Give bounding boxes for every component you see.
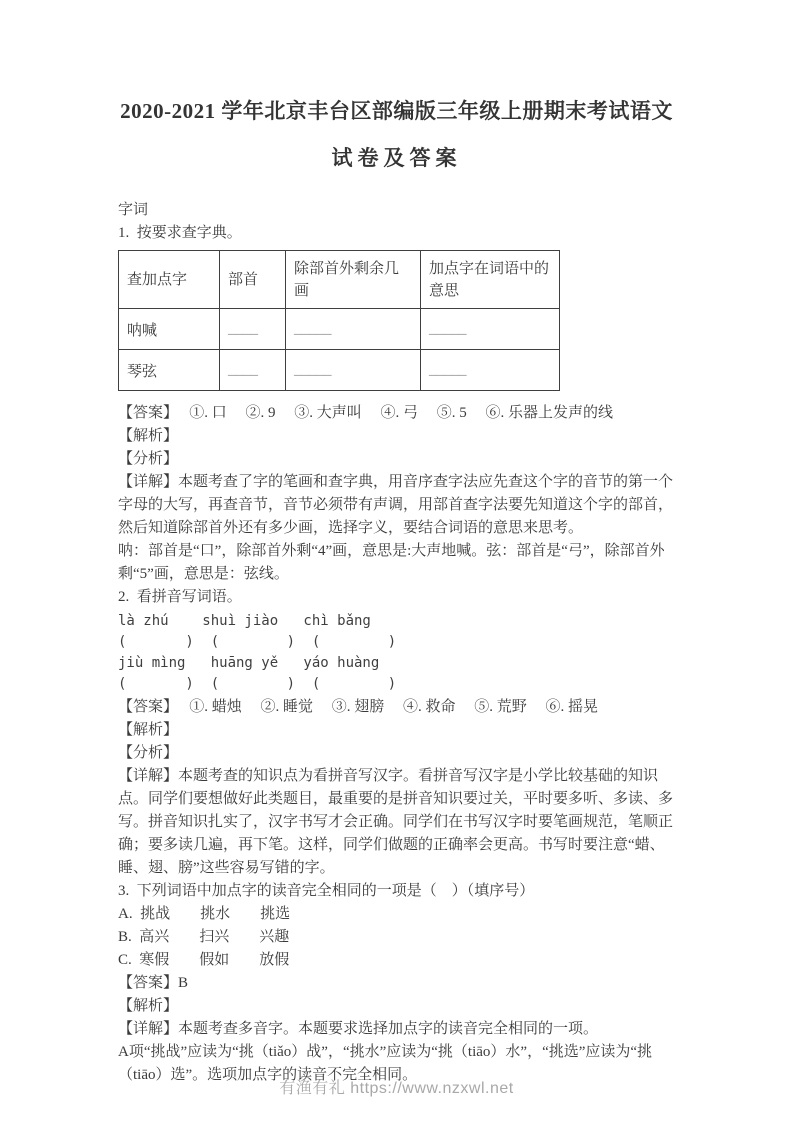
table-header-row <box>119 251 560 309</box>
table-header-cell-strokes: 除部首外剩余几画 <box>286 251 421 309</box>
q2-answer-line: 【答案】 ①. 蜡烛 ②. 睡觉 ③. 翅膀 ④. 救命 ⑤. 荒野 ⑥. 摇晃 <box>118 699 599 715</box>
q3-prompt: 3. 下列词语中加点字的读音完全相同的一项是（ ）（填序号） <box>118 883 535 899</box>
q1-fenxi-label: 【分析】 <box>118 451 179 467</box>
table-cell-blank: ____ <box>220 350 286 391</box>
table-cell-blank: ____ <box>220 309 286 350</box>
q3-supplement-paragraph: A项“挑战”应读为“挑（tiǎo）战”，“挑水”应读为“挑（tiāo）水”，“挑选”应读为“挑（tiāo）选”。选项加点字的读音不完全相同。 <box>118 1044 653 1083</box>
table-header-cell-radical: 部首 <box>220 251 286 309</box>
table-row <box>119 350 560 391</box>
table-header-cell-meaning: 加点字在词语中的意思 <box>421 251 560 309</box>
q3-option-b: B. 高兴 扫兴 兴趣 <box>118 929 290 945</box>
table-cell-blank: _____ <box>286 309 421 350</box>
q2-prompt: 2. 看拼音写词语。 <box>118 589 242 605</box>
q2-pinyin-line-1: là zhú shuì jiào chì bǎng <box>118 613 371 629</box>
q2-jiexi-label: 【解析】 <box>118 722 179 738</box>
footer-watermark: 有渔有礼 https://www.nzxwl.net <box>279 1080 514 1097</box>
q3-xiangjie-paragraph: 【详解】本题考查多音字。本题要求选择加点字的读音完全相同的一项。 <box>118 1021 599 1037</box>
table-cell-blank: _____ <box>421 350 560 391</box>
q3-jiexi-label: 【解析】 <box>118 998 179 1014</box>
q1-dictionary-table <box>118 250 560 391</box>
q1-prompt: 1. 按要求查字典。 <box>118 225 242 241</box>
table-cell-word: 琴弦 <box>119 350 220 391</box>
table-cell-blank: _____ <box>286 350 421 391</box>
q2-pinyin-line-2: jiù mìng huāng yě yáo huàng <box>118 655 380 671</box>
q1-answer-line: 【答案】 ①. 口 ②. 9 ③. 大声叫 ④. 弓 ⑤. 5 ⑥. 乐器上发声的线 <box>118 405 614 421</box>
table-cell-word: 呐喊 <box>119 309 220 350</box>
q1-supplement-paragraph: 呐：部首是“口”，除部首外剩“4”画，意思是:大声地喊。弦：部首是“弓”，除部首外剩“5”画，意思是：弦线。 <box>118 543 665 582</box>
section-heading: 字词 <box>118 202 149 218</box>
document-body <box>118 199 675 1087</box>
title-line-1: 2020-2021 学年北京丰台区部编版三年级上册期末考试语文 <box>120 99 673 123</box>
q1-jiexi-label: 【解析】 <box>118 428 179 444</box>
title-line-2: 试卷及答案 <box>331 146 462 170</box>
q2-blank-line-2: ( ) ( ) ( ) <box>118 676 397 692</box>
q1-xiangjie-paragraph: 【详解】本题考查了字的笔画和查字典，用音序查字法应先查这个字的音节的第一个字母的大写，再查音节，音节必须带有声调，用部首查字法要先知道这个字的部首，然后知道除部首外还有多少画，选择字义，要结合词语的意思来思考。 <box>118 474 674 536</box>
q3-answer-line: 【答案】B <box>118 975 189 991</box>
table-row <box>119 309 560 350</box>
q2-blank-line-1: ( ) ( ) ( ) <box>118 634 397 650</box>
q2-pinyin-block <box>118 611 675 695</box>
q2-xiangjie-paragraph: 【详解】本题考查的知识点为看拼音写汉字。看拼音写汉字是小学比较基础的知识点。同学们要想做好此类题目，最重要的是拼音知识要过关，平时要多听、多读、多写。拼音知识扎实了，汉字书写才会正确。同学们在书写汉字时要笔画规范，笔顺正确；要多读几遍，再下笔。这样，同学们做题的正确率会更高。书写时要注意“蜡、睡、翅、膀”这些容易写错的字。 <box>118 768 674 876</box>
q3-option-a: A. 挑战 挑水 挑选 <box>118 906 291 922</box>
table-cell-blank: _____ <box>421 309 560 350</box>
document-title <box>118 98 675 171</box>
q2-fenxi-label: 【分析】 <box>118 745 179 761</box>
q3-option-c: C. 寒假 假如 放假 <box>118 952 290 968</box>
table-header-cell-word: 查加点字 <box>119 251 220 309</box>
